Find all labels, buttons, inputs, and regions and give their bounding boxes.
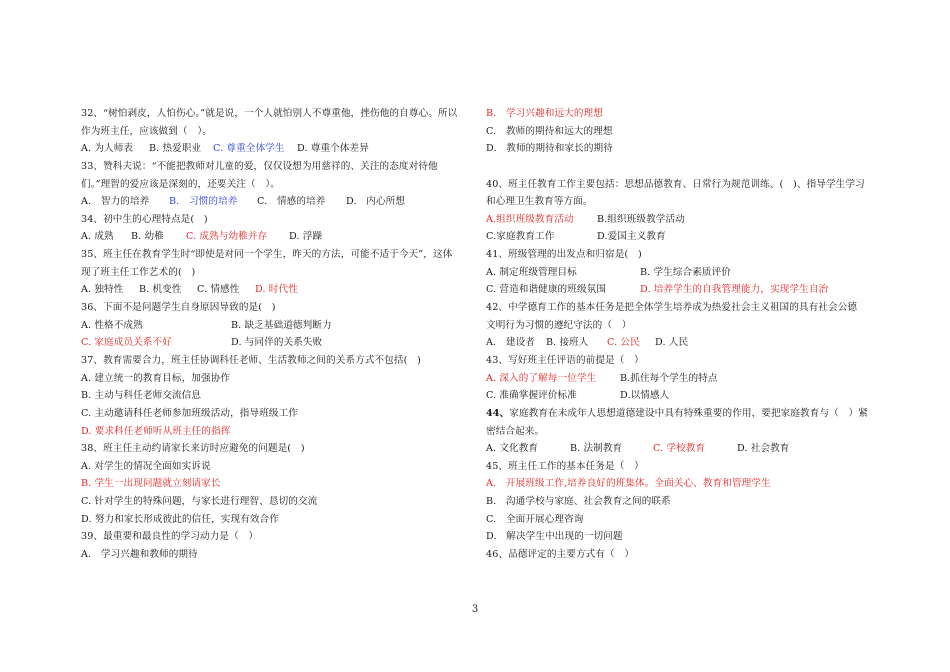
- question-40-line-2: 和心理卫生教育等方面。: [486, 196, 593, 208]
- option-answer: C. 学校教育: [653, 443, 706, 455]
- question-34-options: [81, 228, 469, 246]
- option: A. 智力的培养: [81, 196, 150, 208]
- option: D.以情感人: [620, 390, 670, 402]
- question-44-number: 44、: [486, 407, 510, 419]
- question-44-line-1: [486, 405, 878, 423]
- question-41: 41、班级管理的出发点和归宿是( ): [486, 249, 642, 261]
- question-44-line-2: 密结合起来。: [486, 425, 545, 437]
- question-45: 45、班主任工作的基本任务是（ ）: [486, 460, 644, 472]
- option: C. 营造和谐健康的班级氛围: [486, 284, 607, 296]
- question-33-line-2: 们。”理智的爱应该是深刻的，还要关注（ ）。: [81, 178, 280, 190]
- option: D. 人民: [655, 337, 689, 349]
- option: D. 社会教育: [737, 443, 790, 455]
- question-43-options-row-1: [486, 370, 878, 388]
- option: B.组织班级教学活动: [597, 213, 685, 225]
- question-32-options: [81, 140, 469, 158]
- option: B. 接班人: [546, 337, 589, 349]
- question-33-line-1: 33、赞科夫说：“不能把教师对儿童的爱，仅仅设想为用慈祥的、关注的态度对待他: [81, 160, 438, 172]
- question-45-option-b: B. 沟通学校与家庭、社会教育之间的联系: [486, 496, 671, 508]
- page-number: 3: [471, 604, 479, 615]
- option: A. 制定班级管理目标: [486, 266, 577, 278]
- option-answer: C. 家庭成员关系不好: [81, 337, 172, 349]
- question-37-option-c: C. 主动邀请科任老师参加班级活动，指导班级工作: [81, 407, 298, 419]
- option: A. 成熟: [81, 231, 114, 243]
- question-35-line-2: 现了班主任工作艺术的( ): [81, 266, 196, 278]
- question-41-options-row-2: [486, 281, 878, 299]
- question-39-option-d: D. 教师的期待和家长的期待: [486, 143, 613, 155]
- question-38-option-c: C. 针对学生的特殊问题，与家长进行理智、恳切的交流: [81, 496, 318, 508]
- question-35-line-1: 35、班主任在教育学生时“即使是对同一个学生，昨天的方法，可能不适于今天”，这体: [81, 249, 453, 261]
- question-39-option-a: A. 学习兴趣和教师的期待: [81, 549, 198, 561]
- option-answer: D. 培养学生的自我管理能力，实现学生自治: [640, 284, 829, 296]
- question-40-options-row-2: [486, 228, 878, 246]
- option: C. 情感的培养: [257, 196, 326, 208]
- question-39: 39、最重要和最良性的学习动力是（ ）: [81, 531, 259, 543]
- question-41-options-row-1: [486, 264, 878, 282]
- question-37-option-d-answer: D. 要求科任老师听从班主任的指挥: [81, 425, 231, 437]
- option: A. 独特性: [81, 284, 124, 296]
- question-33-options: [81, 193, 469, 211]
- option: C. 情感性: [197, 284, 240, 296]
- option: B.抓住每个学生的特点: [620, 372, 718, 384]
- question-37-option-b: B. 主动与科任老师交流信息: [81, 390, 202, 402]
- question-42-options: [486, 334, 878, 352]
- question-38: 38、班主任主动约请家长来访时应避免的问题是( ): [81, 443, 305, 455]
- question-40-options-row-1: [486, 211, 878, 229]
- question-39-option-c: C. 教师的期待和远大的理想: [486, 125, 613, 137]
- option-answer: A.组织班级教育活动: [486, 213, 574, 225]
- question-36-options-row-1: [81, 317, 469, 335]
- option-answer: D. 时代性: [255, 284, 298, 296]
- option-answer: C. 尊重全体学生: [213, 143, 285, 155]
- right-column: [486, 105, 878, 564]
- option: B. 缺乏基础道德判断力: [231, 319, 332, 331]
- question-40-line-1: 40、班主任教育工作主要包括：思想品德教育、日常行为规范训练、( )、指导学生学习: [486, 178, 865, 190]
- question-43: 43、写好班主任评语的前提是（ ）: [486, 354, 644, 366]
- option: B. 学生综合素质评价: [640, 266, 731, 278]
- question-36: 36、下面不是问题学生自身原因导致的是( ): [81, 302, 276, 314]
- question-46: 46、品德评定的主要方式有（ ）: [486, 549, 635, 561]
- option: A. 文化教育: [486, 443, 539, 455]
- option: C. 准确掌握评价标准: [486, 390, 577, 402]
- option: D. 尊重个体差异: [297, 143, 369, 155]
- question-32-line-2: 作为班主任，应该做到（ ）。: [81, 125, 212, 137]
- question-38-option-d: D. 努力和家长形成彼此的信任，实现有效合作: [81, 513, 279, 525]
- option-answer: B. 习惯的培养: [169, 196, 238, 208]
- option-answer: A. 深入的了解每一位学生: [486, 372, 597, 384]
- option: C.家庭教育工作: [486, 231, 555, 243]
- question-45-option-a-answer: A. 开展班级工作,培养良好的班集体。全面关心、教育和管理学生: [486, 478, 771, 490]
- option: A. 建设者: [486, 337, 535, 349]
- question-43-options-row-2: [486, 387, 878, 405]
- question-32-line-1: 32、“树怕剥皮，人怕伤心。”就是说，一个人就怕别人不尊重他，挫伤他的自尊心。所以: [81, 108, 458, 119]
- option: A. 为人师表: [81, 143, 134, 155]
- option-answer: C. 成熟与幼稚并存: [186, 231, 268, 243]
- option: D. 与同伴的关系失败: [231, 337, 323, 349]
- question-42-line-1: 42、中学德育工作的基本任务是把全体学生培养成为热爱社会主义祖国的具有社会公德: [486, 302, 858, 314]
- option-answer: C. 公民: [607, 337, 640, 349]
- question-38-option-b-answer: B. 学生一出现问题就立刻请家长: [81, 478, 221, 490]
- question-38-option-a: A. 对学生的情况全面如实诉说: [81, 460, 211, 472]
- option: D.爱国主义教育: [597, 231, 666, 243]
- option: A. 性格不成熟: [81, 319, 143, 331]
- option: B. 机变性: [139, 284, 182, 296]
- spacer: [486, 158, 878, 176]
- question-36-options-row-2: [81, 334, 469, 352]
- question-37-option-a: A. 建立统一的教育目标，加强协作: [81, 372, 231, 384]
- question-44-text: 家庭教育在未成年人思想道德建设中具有特殊重要的作用，要把家庭教育与（ ）紧: [509, 407, 868, 419]
- question-37: 37、教育需要合力，班主任协调科任老师、生活教师之间的关系方式不包括( ): [81, 354, 421, 366]
- question-45-option-d: D. 解决学生中出现的一切问题: [486, 531, 623, 543]
- option: B. 幼稚: [131, 231, 164, 243]
- question-44-options: [486, 440, 878, 458]
- option: D. 内心所想: [346, 196, 406, 208]
- question-39-option-b-answer: B. 学习兴趣和远大的理想: [486, 108, 603, 119]
- option: D. 浮躁: [289, 231, 323, 243]
- option: B. 法制教育: [570, 443, 623, 455]
- question-34: 34、初中生的心理特点是( ): [81, 213, 208, 225]
- left-column: [81, 105, 469, 564]
- option: B. 热爱职业: [149, 143, 202, 155]
- question-35-options: [81, 281, 469, 299]
- question-45-option-c: C. 全面开展心理咨询: [486, 513, 584, 525]
- question-42-line-2: 文明行为习惯的遵纪守法的（ ）: [486, 319, 632, 331]
